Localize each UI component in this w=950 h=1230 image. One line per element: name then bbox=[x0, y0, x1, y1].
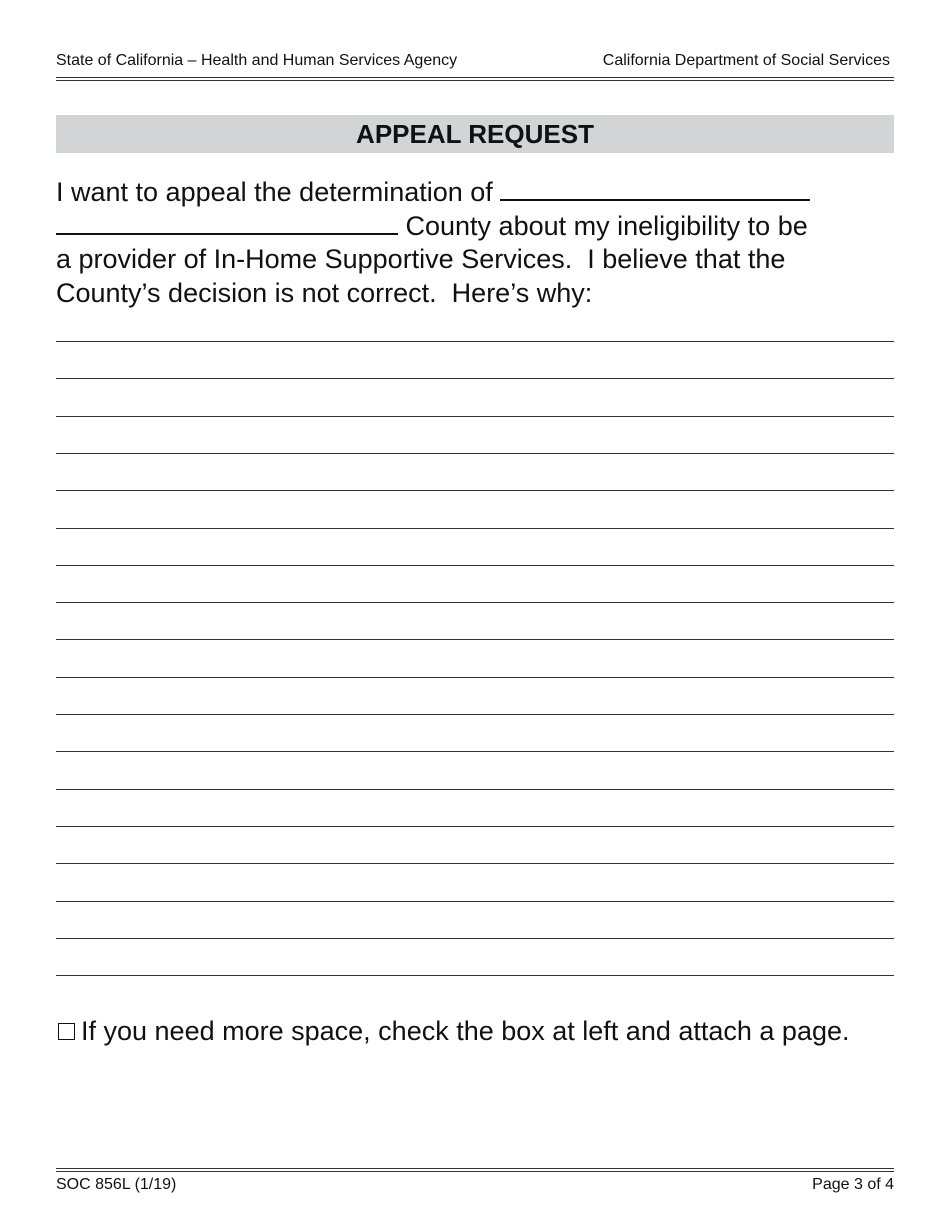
statement-line-1 bbox=[56, 176, 856, 210]
writing-line[interactable] bbox=[56, 826, 894, 827]
writing-line[interactable] bbox=[56, 863, 894, 864]
form-number: SOC 856L (1/19) bbox=[56, 1176, 177, 1193]
page-title: APPEAL REQUEST bbox=[56, 115, 894, 153]
more-space-label: If you need more space, check the box at left and attach a page. bbox=[81, 1016, 850, 1046]
writing-line[interactable] bbox=[56, 528, 894, 529]
agency-name: State of California – Health and Human Services Agency bbox=[56, 52, 458, 69]
statement-line-3: a provider of In-Home Supportive Services. I believe that the bbox=[56, 244, 786, 274]
statement-text-2: County about my ineligibility to be bbox=[398, 210, 808, 241]
writing-line[interactable] bbox=[56, 565, 894, 566]
determination-blank-field[interactable] bbox=[500, 177, 810, 201]
page-footer bbox=[56, 1176, 894, 1196]
more-space-checkbox[interactable] bbox=[58, 1023, 75, 1040]
writing-line[interactable] bbox=[56, 490, 894, 491]
statement-line-2 bbox=[56, 210, 856, 244]
footer-divider bbox=[56, 1168, 894, 1172]
writing-line[interactable] bbox=[56, 677, 894, 678]
header-divider bbox=[56, 77, 894, 81]
county-blank-field[interactable] bbox=[56, 211, 398, 235]
writing-line[interactable] bbox=[56, 378, 894, 379]
statement-line-4: County’s decision is not correct. Here’s why: bbox=[56, 277, 593, 308]
statement-text-1: I want to appeal the determination of bbox=[56, 177, 501, 207]
writing-line[interactable] bbox=[56, 639, 894, 640]
page-header bbox=[56, 52, 890, 72]
appeal-statement bbox=[56, 176, 856, 310]
reason-writing-area[interactable] bbox=[56, 341, 894, 981]
writing-line[interactable] bbox=[56, 453, 894, 454]
writing-line[interactable] bbox=[56, 789, 894, 790]
writing-line[interactable] bbox=[56, 751, 894, 752]
writing-line[interactable] bbox=[56, 341, 894, 342]
writing-line[interactable] bbox=[56, 901, 894, 902]
writing-line[interactable] bbox=[56, 975, 894, 976]
writing-line[interactable] bbox=[56, 938, 894, 939]
writing-line[interactable] bbox=[56, 714, 894, 715]
department-name: California Department of Social Services bbox=[602, 52, 890, 69]
writing-line[interactable] bbox=[56, 602, 894, 603]
page-number: Page 3 of 4 bbox=[812, 1176, 894, 1193]
more-space-row bbox=[58, 1014, 850, 1048]
writing-line[interactable] bbox=[56, 416, 894, 417]
